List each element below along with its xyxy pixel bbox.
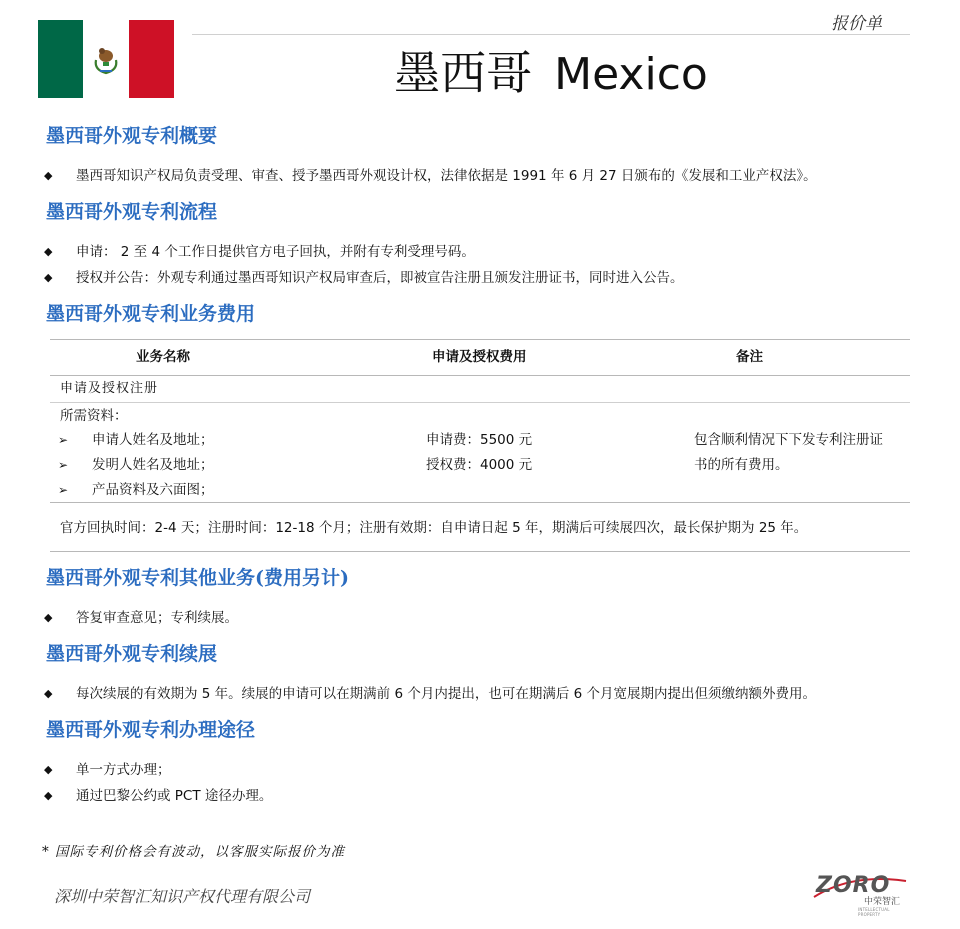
flag-green-stripe [38,20,83,98]
arrow-right-icon: ➢ [58,483,69,497]
list-item [44,786,272,806]
page-title [192,42,910,106]
table-body-rule [50,502,910,503]
list-item-text: 答复审查意见；专利续展。 [76,610,238,626]
material-item: 发明人姓名及地址； [92,457,214,473]
diamond-icon: ◆ [44,687,53,700]
table-header-fee: 申请及授权费用 [432,349,527,365]
price-disclaimer: * 国际专利价格会有波动，以客服实际报价为准 [42,844,346,860]
materials-label: 所需资料： [60,408,128,424]
section-heading-process: 墨西哥外观专利流程 [46,201,218,223]
doc-type-label: 报价单 [831,14,882,34]
logo-en: INTELLECTUAL PROPERTY [858,907,890,917]
list-item [44,684,816,704]
list-item-text: 单一方式办理； [76,762,171,778]
diamond-icon: ◆ [44,169,53,182]
table-header-rule [50,375,910,376]
table-row-rule [50,402,910,403]
table-footer-text: 官方回执时间：2-4 天；注册时间：12-18 个月；注册有效期：自申请日起 5 年，期满后可续展四次，最长保护期为 25 年。 [60,520,808,536]
table-header-service: 业务名称 [136,349,190,365]
table-bottom-rule [50,551,910,552]
flag-red-stripe [129,20,174,98]
title-cn: 墨西哥 [394,46,533,100]
arrow-right-icon: ➢ [58,433,69,447]
list-item-text: 申请： 2 至 4 个工作日提供官方电子回执，并附有专利受理号码。 [76,244,475,260]
fee-item: 申请费：5500 元 [426,432,533,448]
list-item [44,166,817,186]
logo-text: ZORO [816,873,891,898]
list-item [44,268,684,288]
section-heading-renewal: 墨西哥外观专利续展 [46,643,218,665]
diamond-icon: ◆ [44,611,53,624]
list-item-text: 通过巴黎公约或 PCT 途径办理。 [76,788,273,804]
section-heading-overview: 墨西哥外观专利概要 [46,125,218,147]
coat-of-arms-icon [92,40,120,78]
diamond-icon: ◆ [44,245,53,258]
remark-line: 包含顺利情况下下发专利注册证 [694,432,883,448]
section-heading-routes: 墨西哥外观专利办理途径 [46,719,256,741]
mexico-flag [38,20,174,98]
company-name: 深圳中荣智汇知识产权代理有限公司 [54,887,311,906]
section-heading-other: 墨西哥外观专利其他业务(费用另计) [46,567,349,589]
diamond-icon: ◆ [44,271,53,284]
logo-cn: 中荣智汇 [864,897,901,907]
section-heading-fees: 墨西哥外观专利业务费用 [46,303,256,325]
list-item-text: 墨西哥知识产权局负责受理、审查、授予墨西哥外观设计权，法律依据是 1991 年 6 月 27 日颁布的《发展和工业产权法》。 [76,168,817,184]
material-item: 申请人姓名及地址； [92,432,214,448]
title-en: Mexico [554,49,708,100]
arrow-right-icon: ➢ [58,458,69,472]
list-item-text: 授权并公告：外观专利通过墨西哥知识产权局审查后，即被宣告注册且颁发注册证书，同时进入公告。 [76,270,684,286]
diamond-icon: ◆ [44,763,53,776]
remark-line: 书的所有费用。 [694,457,789,473]
table-row-title: 申请及授权注册 [60,381,159,396]
material-item: 产品资料及六面图； [92,482,214,498]
company-logo [806,875,910,915]
diamond-icon: ◆ [44,789,53,802]
list-item [44,242,475,262]
table-top-rule [50,339,910,340]
flag-white-stripe [83,20,128,98]
table-header-remark: 备注 [736,349,763,365]
list-item-text: 每次续展的有效期为 5 年。续展的申请可以在期满前 6 个月内提出，也可在期满后 6 个月宽展期内提出但须缴纳额外费用。 [76,686,817,702]
header-divider [192,34,910,35]
list-item [44,608,238,628]
fee-item: 授权费：4000 元 [426,457,533,473]
list-item [44,760,171,780]
